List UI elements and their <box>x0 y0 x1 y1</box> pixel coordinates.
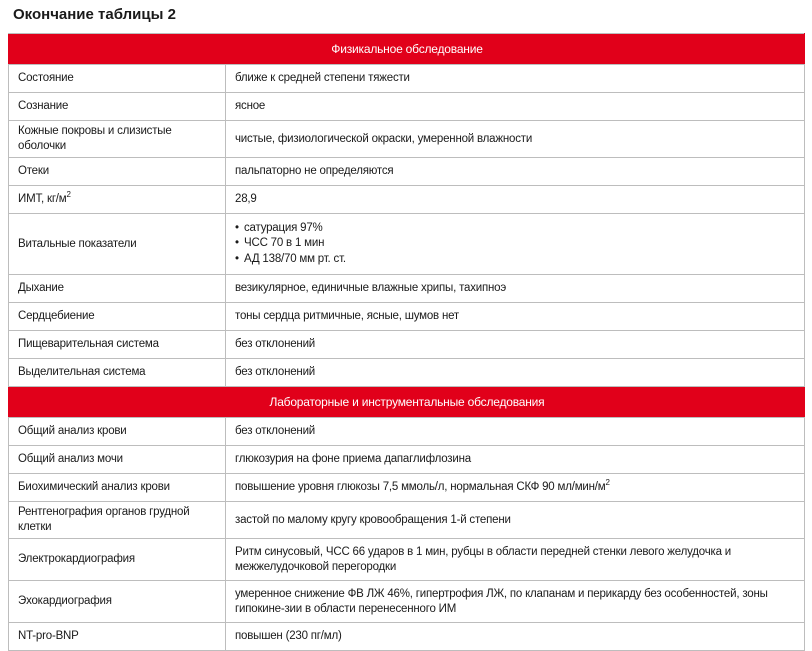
row-value: пальпаторно не определяются <box>226 158 805 186</box>
row-value: повышен (230 пг/мл) <box>226 623 805 651</box>
table-row <box>9 121 805 158</box>
row-label: Эхокардиография <box>9 581 226 623</box>
table-row <box>9 331 805 359</box>
row-value: умеренное снижение ФВ ЛЖ 46%, гипертрофия ЛЖ, по клапанам и перикарду без особенностей, зоны гипокине-зии в области перенесенного ИМ <box>226 581 805 623</box>
vitals-list <box>235 221 796 268</box>
biochem-value-sup: 2 <box>605 478 610 488</box>
row-value: везикулярное, единичные влажные хрипы, тахипноэ <box>226 275 805 303</box>
row-value: без отклонений <box>226 359 805 387</box>
row-label: Рентгенография органов грудной клетки <box>9 502 226 539</box>
row-value: застой по малому кругу кровообращения 1-й степени <box>226 502 805 539</box>
row-label: Отеки <box>9 158 226 186</box>
section-title: Физикальное обследование <box>9 34 805 65</box>
section-header-lab <box>9 387 805 418</box>
row-label: NT-pro-BNP <box>9 623 226 651</box>
row-value: 28,9 <box>226 186 805 214</box>
findings-table <box>8 33 805 651</box>
row-label: Пищеварительная система <box>9 331 226 359</box>
table-row <box>9 359 805 387</box>
table-row <box>9 214 805 275</box>
bmi-label-sup: 2 <box>66 190 71 200</box>
table-row <box>9 186 805 214</box>
table-row <box>9 623 805 651</box>
biochem-value: повышение уровня глюкозы 7,5 ммоль/л, нормальная СКФ 90 мл/мин/м <box>235 481 606 493</box>
row-label: Общий анализ мочи <box>9 446 226 474</box>
row-value: без отклонений <box>226 331 805 359</box>
table-row <box>9 65 805 93</box>
bmi-label: ИМТ, кг/м <box>18 193 67 205</box>
row-label: Биохимический анализ крови <box>9 474 226 502</box>
table-row <box>9 303 805 331</box>
table-row <box>9 418 805 446</box>
section-header-physical <box>9 34 805 65</box>
table-row <box>9 446 805 474</box>
table-row <box>9 93 805 121</box>
table-row <box>9 581 805 623</box>
row-label: Сердцебиение <box>9 303 226 331</box>
row-label <box>9 186 226 214</box>
row-label: Выделительная система <box>9 359 226 387</box>
row-value <box>226 474 805 502</box>
row-value <box>226 214 805 275</box>
section-title: Лабораторные и инструментальные обследования <box>9 387 805 418</box>
row-value: ясное <box>226 93 805 121</box>
row-label: Состояние <box>9 65 226 93</box>
list-item: • сатурация 97% <box>235 221 796 237</box>
list-item: • АД 138/70 мм рт. ст. <box>235 252 796 268</box>
row-label: Общий анализ крови <box>9 418 226 446</box>
row-label: Витальные показатели <box>9 214 226 275</box>
table-row <box>9 474 805 502</box>
row-value: без отклонений <box>226 418 805 446</box>
row-label: Сознание <box>9 93 226 121</box>
row-value: ближе к средней степени тяжести <box>226 65 805 93</box>
row-value: чистые, физиологической окраски, умеренной влажности <box>226 121 805 158</box>
row-label: Электрокардиография <box>9 539 226 581</box>
row-value: глюкозурия на фоне приема дапаглифлозина <box>226 446 805 474</box>
row-value: Ритм синусовый, ЧСС 66 ударов в 1 мин, рубцы в области передней стенки левого желудочка и межжелудочковой перегородки <box>226 539 805 581</box>
table-row <box>9 158 805 186</box>
table-caption: Окончание таблицы 2 <box>13 6 176 23</box>
row-label: Кожные покровы и слизистые оболочки <box>9 121 226 158</box>
table-row <box>9 502 805 539</box>
table-row <box>9 539 805 581</box>
table-row <box>9 275 805 303</box>
list-item: • ЧСС 70 в 1 мин <box>235 236 796 252</box>
row-value: тоны сердца ритмичные, ясные, шумов нет <box>226 303 805 331</box>
row-label: Дыхание <box>9 275 226 303</box>
